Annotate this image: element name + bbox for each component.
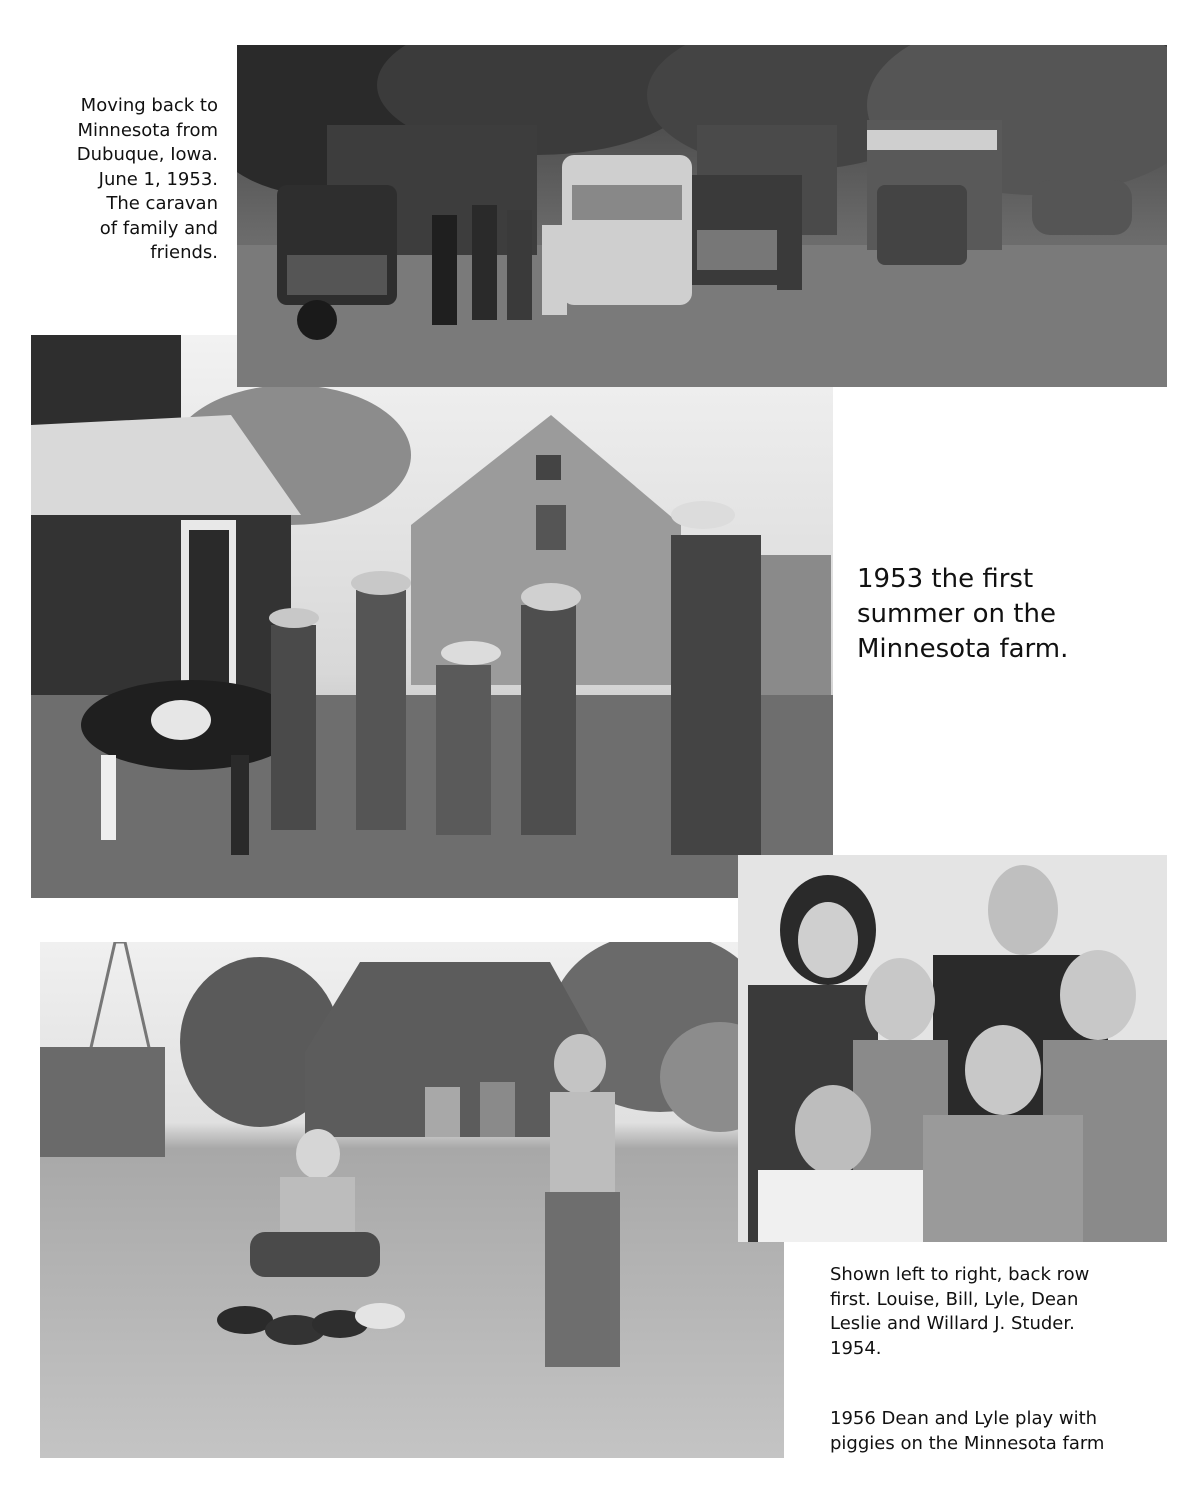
photo-family-portrait (738, 855, 1167, 1242)
caption-piggies: 1956 Dean and Lyle play with piggies on the Minnesota farm (830, 1408, 1105, 1454)
photo-piggies (40, 942, 784, 1458)
caption-first-summer: 1953 the first summer on the Minnesota farm. (857, 564, 1069, 664)
photo-caravan (237, 45, 1167, 387)
photo-first-summer (31, 335, 833, 898)
caption-family: Shown left to right, back row first. Louise, Bill, Lyle, Dean Leslie and Willard J. Studer. 1954. (830, 1264, 1090, 1359)
caption-caravan: Moving back to Minnesota from Dubuque, Iowa. June 1, 1953. The caravan of family and friends. (76, 95, 218, 263)
